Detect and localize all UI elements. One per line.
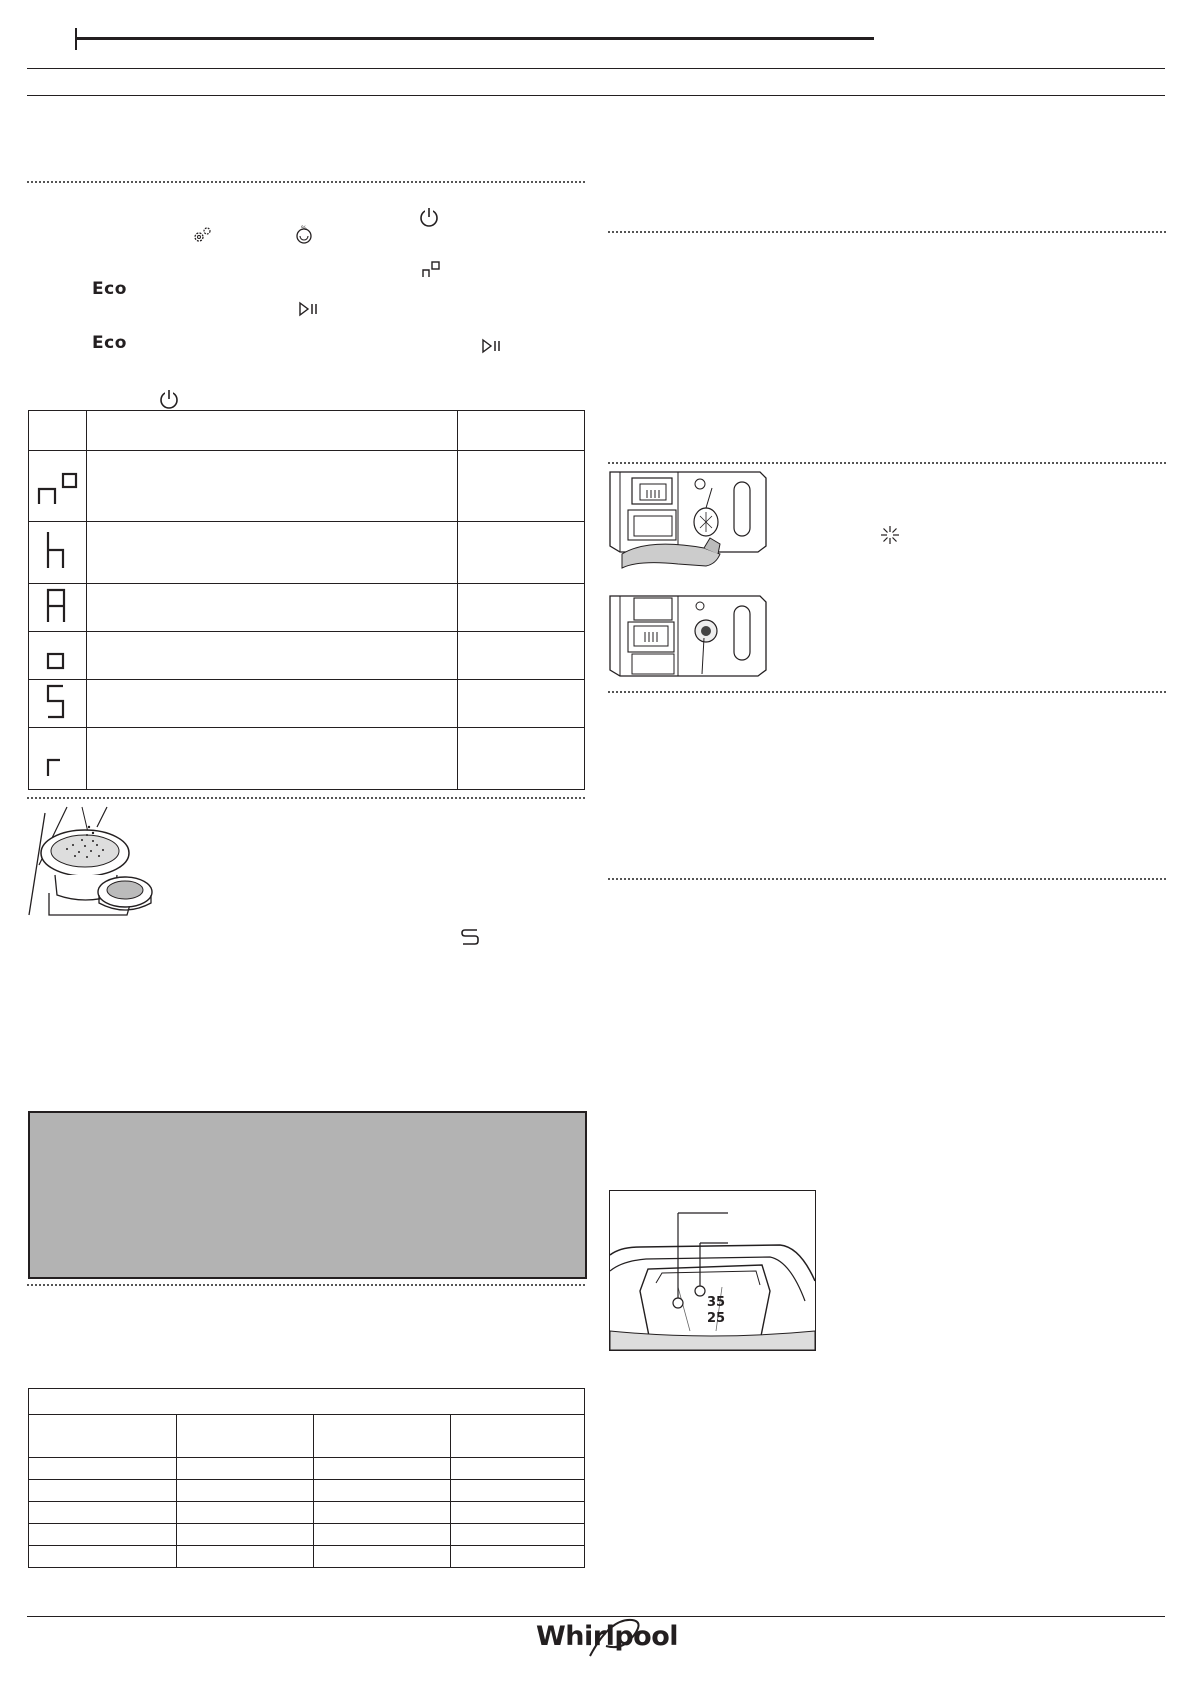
rinse-aid-icon bbox=[878, 523, 902, 547]
eco-label: Eco bbox=[92, 279, 127, 299]
separator-left-3 bbox=[27, 1284, 585, 1286]
settings-gears-icon bbox=[190, 223, 214, 247]
table-header-row bbox=[29, 411, 585, 451]
salt-icon bbox=[292, 222, 316, 246]
seven-segment-n-level-icon bbox=[29, 454, 84, 514]
salt-reservoir-illustration bbox=[27, 805, 157, 923]
svg-text:%: % bbox=[301, 225, 307, 232]
note-box bbox=[28, 1111, 587, 1279]
brand-logo-swoosh bbox=[580, 1616, 650, 1660]
table-row bbox=[29, 451, 585, 522]
separator-right-3 bbox=[608, 691, 1166, 693]
settings-table bbox=[28, 410, 585, 790]
dosage-level-35: 35 bbox=[707, 1295, 726, 1310]
dosage-figure-drawing bbox=[610, 1191, 815, 1350]
table-row bbox=[29, 522, 585, 584]
table-row bbox=[29, 1458, 585, 1480]
power-icon-2 bbox=[157, 387, 181, 411]
seven-segment-o-icon bbox=[29, 632, 84, 674]
table-row bbox=[29, 680, 585, 728]
table-row bbox=[29, 728, 585, 790]
seven-segment-r-icon bbox=[29, 728, 84, 784]
table-row bbox=[29, 1502, 585, 1524]
power-icon bbox=[417, 205, 441, 229]
separator-left-1 bbox=[27, 181, 585, 183]
eco-label-2: Eco bbox=[92, 333, 127, 353]
header-rule-1 bbox=[27, 68, 1165, 69]
top-heavy-rule bbox=[76, 37, 874, 40]
water-hardness-table bbox=[28, 1388, 585, 1568]
table-row bbox=[29, 1480, 585, 1502]
seven-segment-a-icon bbox=[29, 584, 84, 626]
dosage-level-25: 25 bbox=[707, 1311, 726, 1326]
seven-segment-s-icon bbox=[29, 680, 84, 722]
s-segment-icon bbox=[458, 925, 482, 949]
dosage-figure bbox=[609, 1190, 816, 1351]
separator-left-2 bbox=[27, 797, 585, 799]
separator-right-4 bbox=[608, 878, 1166, 880]
table-header-row bbox=[29, 1389, 585, 1415]
play-pause-icon-2 bbox=[480, 334, 504, 358]
play-pause-icon bbox=[297, 297, 321, 321]
header-rule-2 bbox=[27, 95, 1165, 96]
table-row bbox=[29, 584, 585, 632]
separator-right-1 bbox=[608, 231, 1166, 233]
hardness-display-icon bbox=[420, 257, 444, 281]
rinse-aid-dispenser-illustration bbox=[608, 468, 768, 686]
brand-logo: Whirlpool bbox=[536, 1621, 679, 1652]
table-row bbox=[29, 1524, 585, 1546]
separator-right-2 bbox=[608, 462, 1166, 464]
table-row bbox=[29, 1415, 585, 1458]
table-row bbox=[29, 1546, 585, 1568]
seven-segment-h-icon bbox=[29, 522, 84, 578]
table-row bbox=[29, 632, 585, 680]
